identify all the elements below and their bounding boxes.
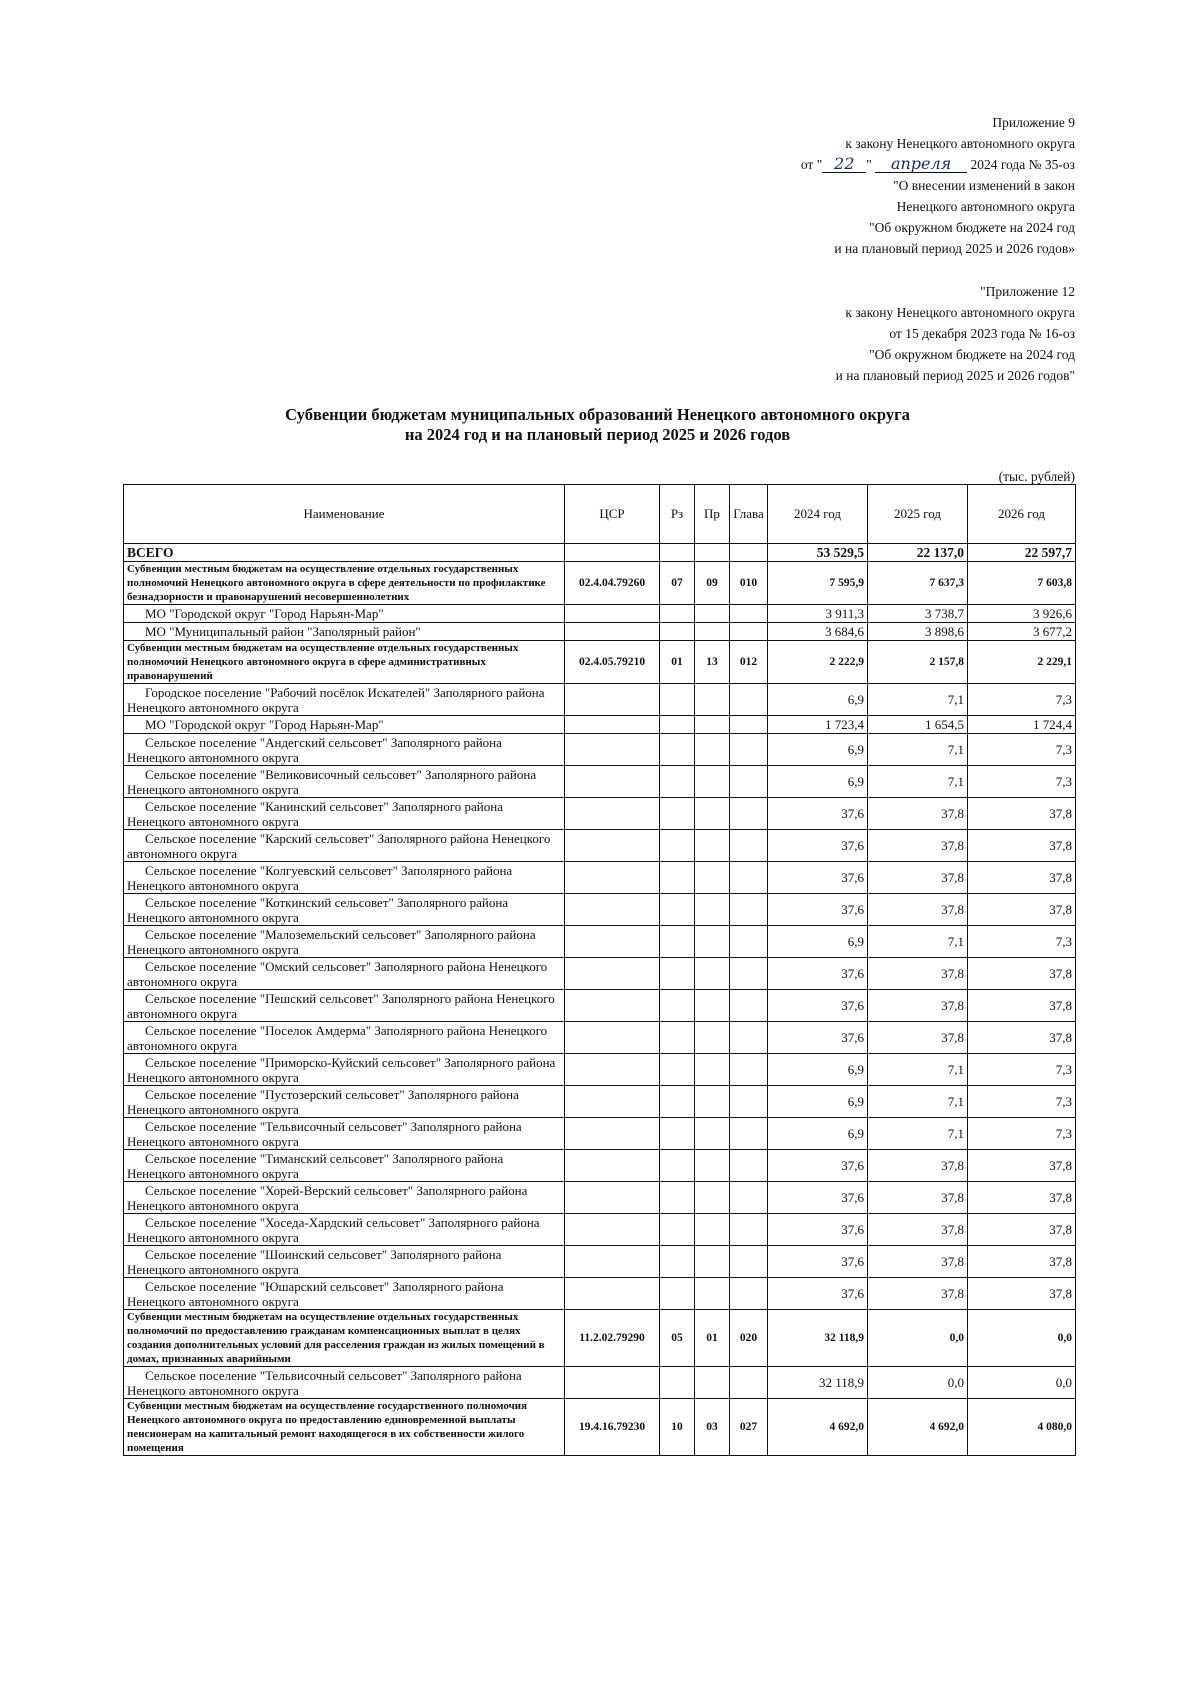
municipality-row [124, 1150, 1076, 1182]
row-rz [660, 716, 695, 734]
row-csr [565, 830, 660, 862]
row-csr: 02.4.05.79210 [565, 641, 660, 684]
municipality-row [124, 1367, 1076, 1399]
row-name: МО "Городской округ "Город Нарьян-Мар" [124, 716, 565, 734]
row-2025: 1 654,5 [868, 716, 968, 734]
row-rz: 05 [660, 1310, 695, 1367]
row-pr: 13 [695, 641, 730, 684]
row-csr [565, 1118, 660, 1150]
row-pr [695, 1278, 730, 1310]
row-2026: 37,8 [968, 1278, 1076, 1310]
row-pr [695, 862, 730, 894]
row-csr [565, 1367, 660, 1399]
row-glava [730, 798, 768, 830]
row-2025: 37,8 [868, 1182, 968, 1214]
subvention-row [124, 1310, 1076, 1367]
row-2026: 0,0 [968, 1310, 1076, 1367]
row-name: Сельское поселение "Андегский сельсовет" Заполярного района Ненецкого автономного округа [124, 734, 565, 766]
law-title-line: "О внесении изменений в закон [893, 178, 1075, 193]
row-2024: 3 911,3 [768, 605, 868, 623]
table-header-row [124, 485, 1076, 544]
row-name: Сельское поселение "Малоземельский сельсовет" Заполярного района Ненецкого автономного округа [124, 926, 565, 958]
appendix-number: "Приложение 12 [980, 284, 1075, 299]
row-pr [695, 798, 730, 830]
row-2024: 37,6 [768, 1150, 868, 1182]
row-rz [660, 798, 695, 830]
row-rz [660, 1150, 695, 1182]
subventions-table [123, 484, 1076, 1456]
row-2026: 0,0 [968, 1367, 1076, 1399]
subvention-row [124, 641, 1076, 684]
row-2026: 7,3 [968, 1054, 1076, 1086]
row-glava [730, 734, 768, 766]
row-glava [730, 684, 768, 716]
row-rz [660, 1086, 695, 1118]
row-csr [565, 926, 660, 958]
row-rz [660, 862, 695, 894]
row-rz [660, 734, 695, 766]
row-name: Субвенции местным бюджетам на осуществление отдельных государственных полномочий Ненецкого автономного округа в сфере административных правонарушений [124, 641, 565, 684]
row-pr [695, 1367, 730, 1399]
row-2024: 6,9 [768, 684, 868, 716]
row-2025: 37,8 [868, 958, 968, 990]
municipality-row [124, 958, 1076, 990]
row-pr [695, 766, 730, 798]
row-pr [695, 1118, 730, 1150]
row-2026: 7,3 [968, 766, 1076, 798]
row-name: Сельское поселение "Юшарский сельсовет" Заполярного района Ненецкого автономного округа [124, 1278, 565, 1310]
row-glava [730, 1246, 768, 1278]
municipality-row [124, 798, 1076, 830]
row-glava: 027 [730, 1399, 768, 1456]
row-pr [695, 830, 730, 862]
row-2024: 37,6 [768, 1182, 868, 1214]
row-2025: 7,1 [868, 1118, 968, 1150]
row-csr [565, 1182, 660, 1214]
col-header-2026: 2026 год [968, 485, 1076, 544]
row-glava [730, 1086, 768, 1118]
row-2026: 3 677,2 [968, 623, 1076, 641]
row-pr [695, 894, 730, 926]
row-name: Городское поселение "Рабочий посёлок Искателей" Заполярного района Ненецкого автономного округа [124, 684, 565, 716]
municipality-row [124, 1278, 1076, 1310]
row-name: Сельское поселение "Тельвисочный сельсовет" Заполярного района Ненецкого автономного округа [124, 1367, 565, 1399]
row-2025: 7,1 [868, 766, 968, 798]
row-2026: 37,8 [968, 1246, 1076, 1278]
row-glava [730, 623, 768, 641]
row-glava [730, 1182, 768, 1214]
table-cell [730, 544, 768, 562]
row-pr [695, 734, 730, 766]
municipality-row [124, 684, 1076, 716]
col-header-glava: Глава [730, 485, 768, 544]
row-2024: 6,9 [768, 1054, 868, 1086]
row-2026: 4 080,0 [968, 1399, 1076, 1456]
row-2025: 7,1 [868, 684, 968, 716]
municipality-row [124, 1118, 1076, 1150]
row-2026: 1 724,4 [968, 716, 1076, 734]
row-pr [695, 1054, 730, 1086]
row-name: Сельское поселение "Колгуевский сельсовет" Заполярного района Ненецкого автономного округа [124, 862, 565, 894]
row-rz [660, 926, 695, 958]
row-name: Сельское поселение "Хорей-Верский сельсовет" Заполярного района Ненецкого автономного округа [124, 1182, 565, 1214]
table-cell [660, 544, 695, 562]
row-2024: 37,6 [768, 1022, 868, 1054]
row-csr [565, 1022, 660, 1054]
municipality-row [124, 1022, 1076, 1054]
municipality-row [124, 1246, 1076, 1278]
row-rz [660, 605, 695, 623]
row-2024: 37,6 [768, 830, 868, 862]
municipality-row [124, 1182, 1076, 1214]
row-2024: 6,9 [768, 766, 868, 798]
municipality-row [124, 1086, 1076, 1118]
row-rz [660, 1022, 695, 1054]
row-2026: 37,8 [968, 1150, 1076, 1182]
row-csr [565, 1086, 660, 1118]
row-csr [565, 766, 660, 798]
row-csr [565, 1214, 660, 1246]
row-rz [660, 830, 695, 862]
row-2026: 37,8 [968, 894, 1076, 926]
row-2026: 37,8 [968, 798, 1076, 830]
row-2025: 37,8 [868, 862, 968, 894]
appendix-number: Приложение 9 [992, 115, 1075, 130]
row-2025: 37,8 [868, 1022, 968, 1054]
row-pr [695, 1182, 730, 1214]
row-glava: 020 [730, 1310, 768, 1367]
row-pr [695, 623, 730, 641]
row-name: Сельское поселение "Коткинский сельсовет" Заполярного района Ненецкого автономного округа [124, 894, 565, 926]
row-rz [660, 894, 695, 926]
row-csr: 02.4.04.79260 [565, 562, 660, 605]
row-pr [695, 716, 730, 734]
row-rz [660, 1054, 695, 1086]
row-2026: 37,8 [968, 1214, 1076, 1246]
law-date-line: от 15 декабря 2023 года № 16-оз [889, 326, 1075, 341]
row-name: МО "Городской округ "Город Нарьян-Мар" [124, 605, 565, 623]
row-2024: 37,6 [768, 1246, 868, 1278]
row-2026: 7,3 [968, 734, 1076, 766]
col-header-rz: Рз [660, 485, 695, 544]
total-row [124, 544, 1076, 562]
row-2026: 37,8 [968, 990, 1076, 1022]
row-2025: 2 157,8 [868, 641, 968, 684]
row-2024: 2 222,9 [768, 641, 868, 684]
row-rz [660, 1214, 695, 1246]
row-glava [730, 926, 768, 958]
row-2025: 4 692,0 [868, 1399, 968, 1456]
row-name: Субвенции местным бюджетам на осуществление отдельных государственных полномочий Ненецкого автономного округа в сфере деятельности по профилактике безнадзорности и правонарушений несовершеннолетних [124, 562, 565, 605]
row-name: Сельское поселение "Омский сельсовет" Заполярного района Ненецкого автономного округа [124, 958, 565, 990]
row-2025: 3 738,7 [868, 605, 968, 623]
row-2024: 37,6 [768, 990, 868, 1022]
law-title-line: и на плановый период 2025 и 2026 годов» [834, 241, 1075, 256]
row-glava [730, 1022, 768, 1054]
row-2024: 32 118,9 [768, 1310, 868, 1367]
row-name: Субвенции местным бюджетам на осуществление государственного полномочия Ненецкого автономного округа по предоставлению единовременной выплаты пенсионерам на капитальный ремонт находящегося в их собственности жилого помещения [124, 1399, 565, 1456]
row-pr: 03 [695, 1399, 730, 1456]
row-rz [660, 623, 695, 641]
table-cell [695, 544, 730, 562]
row-pr: 01 [695, 1310, 730, 1367]
municipality-row [124, 862, 1076, 894]
row-2025: 3 898,6 [868, 623, 968, 641]
law-title-line: "Об окружном бюджете на 2024 год [869, 347, 1075, 362]
municipality-row [124, 894, 1076, 926]
row-2026: 7,3 [968, 684, 1076, 716]
row-2024: 37,6 [768, 894, 868, 926]
row-2026: 37,8 [968, 862, 1076, 894]
row-2026: 37,8 [968, 830, 1076, 862]
row-rz [660, 1182, 695, 1214]
row-pr [695, 926, 730, 958]
row-csr [565, 623, 660, 641]
handwritten-month: апреля [875, 156, 967, 173]
row-rz [660, 1118, 695, 1150]
row-csr: 11.2.02.79290 [565, 1310, 660, 1367]
row-2026: 37,8 [968, 958, 1076, 990]
row-csr [565, 862, 660, 894]
row-pr [695, 1246, 730, 1278]
row-2024: 1 723,4 [768, 716, 868, 734]
date-suffix: 2024 года № 35-оз [967, 157, 1075, 172]
law-reference: к закону Ненецкого автономного округа [845, 305, 1075, 320]
row-csr [565, 894, 660, 926]
total-2024: 53 529,5 [768, 544, 868, 562]
row-pr [695, 1022, 730, 1054]
row-glava [730, 1054, 768, 1086]
row-name: Сельское поселение "Тиманский сельсовет" Заполярного района Ненецкого автономного округа [124, 1150, 565, 1182]
row-2024: 37,6 [768, 862, 868, 894]
row-rz: 01 [660, 641, 695, 684]
row-2024: 37,6 [768, 958, 868, 990]
row-pr [695, 990, 730, 1022]
row-2025: 37,8 [868, 798, 968, 830]
row-name: Сельское поселение "Карский сельсовет" Заполярного района Ненецкого автономного округа [124, 830, 565, 862]
row-2024: 3 684,6 [768, 623, 868, 641]
row-2024: 37,6 [768, 1214, 868, 1246]
law-reference: к закону Ненецкого автономного округа [845, 136, 1075, 151]
row-2025: 7,1 [868, 734, 968, 766]
row-2025: 37,8 [868, 830, 968, 862]
row-csr [565, 1246, 660, 1278]
total-label: ВСЕГО [124, 544, 565, 562]
row-pr [695, 958, 730, 990]
row-glava [730, 894, 768, 926]
municipality-row [124, 623, 1076, 641]
row-2025: 7,1 [868, 1086, 968, 1118]
row-name: Сельское поселение "Канинский сельсовет" Заполярного района Ненецкого автономного округа [124, 798, 565, 830]
law-title-line: Ненецкого автономного округа [896, 199, 1075, 214]
row-2025: 37,8 [868, 1150, 968, 1182]
row-csr [565, 1150, 660, 1182]
row-csr: 19.4.16.79230 [565, 1399, 660, 1456]
row-rz: 10 [660, 1399, 695, 1456]
row-rz [660, 990, 695, 1022]
row-name: Субвенции местным бюджетам на осуществление отдельных государственных полномочий по предоставлению гражданам компенсационных выплат в целях создания дополнительных условий для расселения граждан из жилых помещений в домах, признанных аварийными [124, 1310, 565, 1367]
row-csr [565, 798, 660, 830]
row-2026: 37,8 [968, 1182, 1076, 1214]
row-glava [730, 716, 768, 734]
row-pr [695, 1150, 730, 1182]
row-glava [730, 958, 768, 990]
row-rz [660, 766, 695, 798]
row-2026: 2 229,1 [968, 641, 1076, 684]
municipality-row [124, 830, 1076, 862]
row-2024: 6,9 [768, 1118, 868, 1150]
row-rz [660, 684, 695, 716]
row-2024: 6,9 [768, 926, 868, 958]
row-2026: 7,3 [968, 926, 1076, 958]
row-2024: 37,6 [768, 1278, 868, 1310]
row-glava [730, 830, 768, 862]
law-title-line: "Об окружном бюджете на 2024 год [869, 220, 1075, 235]
row-pr [695, 684, 730, 716]
municipality-row [124, 926, 1076, 958]
row-2024: 6,9 [768, 734, 868, 766]
title-line: Субвенции бюджетам муниципальных образований Ненецкого автономного округа [285, 405, 910, 424]
title-line: на 2024 год и на плановый период 2025 и 2026 годов [404, 425, 791, 444]
row-2025: 0,0 [868, 1310, 968, 1367]
row-csr [565, 734, 660, 766]
row-glava [730, 1150, 768, 1182]
row-2026: 7 603,8 [968, 562, 1076, 605]
row-rz [660, 1246, 695, 1278]
municipality-row [124, 766, 1076, 798]
law-title-line: и на плановый период 2025 и 2026 годов" [835, 368, 1075, 383]
row-name: Сельское поселение "Тельвисочный сельсовет" Заполярного района Ненецкого автономного округа [124, 1118, 565, 1150]
row-2026: 7,3 [968, 1118, 1076, 1150]
row-csr [565, 605, 660, 623]
row-pr [695, 1214, 730, 1246]
row-rz [660, 958, 695, 990]
row-pr: 09 [695, 562, 730, 605]
row-2024: 32 118,9 [768, 1367, 868, 1399]
row-csr [565, 684, 660, 716]
row-glava [730, 1214, 768, 1246]
law-date-line [801, 154, 1075, 175]
units-label: (тыс. рублей) [998, 469, 1075, 484]
row-2026: 7,3 [968, 1086, 1076, 1118]
row-2026: 3 926,6 [968, 605, 1076, 623]
col-header-2024: 2024 год [768, 485, 868, 544]
appendix-header-primary [801, 112, 1075, 259]
row-2025: 0,0 [868, 1367, 968, 1399]
date-prefix: от " [800, 157, 823, 172]
row-glava [730, 1118, 768, 1150]
row-csr [565, 958, 660, 990]
row-name: Сельское поселение "Приморско-Куйский сельсовет" Заполярного района Ненецкого автономного округа [124, 1054, 565, 1086]
municipality-row [124, 716, 1076, 734]
row-rz [660, 1278, 695, 1310]
row-name: Сельское поселение "Шоинский сельсовет" Заполярного района Ненецкого автономного округа [124, 1246, 565, 1278]
row-glava [730, 990, 768, 1022]
row-csr [565, 1278, 660, 1310]
row-glava [730, 862, 768, 894]
appendix-header-secondary [836, 281, 1075, 386]
municipality-row [124, 605, 1076, 623]
row-2025: 37,8 [868, 1278, 968, 1310]
row-csr [565, 1054, 660, 1086]
row-glava: 010 [730, 562, 768, 605]
row-csr [565, 990, 660, 1022]
row-rz: 07 [660, 562, 695, 605]
row-2025: 7,1 [868, 926, 968, 958]
row-glava [730, 766, 768, 798]
row-name: Сельское поселение "Великовисочный сельсовет" Заполярного района Ненецкого автономного округа [124, 766, 565, 798]
col-header-csr: ЦСР [565, 485, 660, 544]
row-name: Сельское поселение "Пустозерский сельсовет" Заполярного района Ненецкого автономного округа [124, 1086, 565, 1118]
row-pr [695, 1086, 730, 1118]
row-2024: 7 595,9 [768, 562, 868, 605]
row-2025: 37,8 [868, 1246, 968, 1278]
row-glava: 012 [730, 641, 768, 684]
row-2024: 37,6 [768, 798, 868, 830]
row-glava [730, 605, 768, 623]
row-name: Сельское поселение "Поселок Амдерма" Заполярного района Ненецкого автономного округа [124, 1022, 565, 1054]
handwritten-day: 22 [822, 156, 866, 173]
row-pr [695, 605, 730, 623]
row-2025: 37,8 [868, 1214, 968, 1246]
row-csr [565, 716, 660, 734]
row-glava [730, 1367, 768, 1399]
row-2025: 7,1 [868, 1054, 968, 1086]
row-2026: 37,8 [968, 1022, 1076, 1054]
municipality-row [124, 1214, 1076, 1246]
col-header-2025: 2025 год [868, 485, 968, 544]
municipality-row [124, 1054, 1076, 1086]
row-glava [730, 1278, 768, 1310]
row-2024: 4 692,0 [768, 1399, 868, 1456]
row-name: МО "Муниципальный район "Заполярный район" [124, 623, 565, 641]
date-mid: " [866, 157, 876, 172]
row-name: Сельское поселение "Пешский сельсовет" Заполярного района Ненецкого автономного округа [124, 990, 565, 1022]
row-2024: 6,9 [768, 1086, 868, 1118]
col-header-pr: Пр [695, 485, 730, 544]
subvention-row [124, 562, 1076, 605]
row-rz [660, 1367, 695, 1399]
total-2025: 22 137,0 [868, 544, 968, 562]
col-header-name: Наименование [124, 485, 565, 544]
row-2025: 7 637,3 [868, 562, 968, 605]
municipality-row [124, 990, 1076, 1022]
document-title [120, 405, 1075, 445]
subvention-row [124, 1399, 1076, 1456]
row-2025: 37,8 [868, 894, 968, 926]
table-cell [565, 544, 660, 562]
row-name: Сельское поселение "Хоседа-Хардский сельсовет" Заполярного района Ненецкого автономного округа [124, 1214, 565, 1246]
total-2026: 22 597,7 [968, 544, 1076, 562]
municipality-row [124, 734, 1076, 766]
row-2025: 37,8 [868, 990, 968, 1022]
